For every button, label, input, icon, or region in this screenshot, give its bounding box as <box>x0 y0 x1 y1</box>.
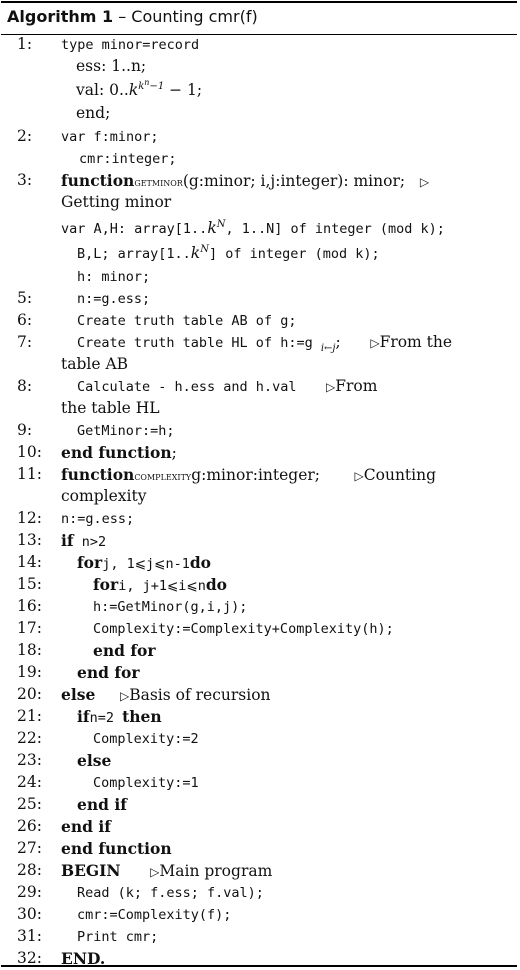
algorithm-line <box>1 465 517 485</box>
code-token: (g:minor; i,j:integer): minor; <box>182 172 406 190</box>
line-code <box>61 443 177 462</box>
code-token: GetMinor:=h; <box>77 423 175 439</box>
line-code <box>76 104 110 122</box>
algorithm-line <box>1 149 517 169</box>
code-token: − 1; <box>164 81 203 99</box>
algorithm-line <box>1 531 517 551</box>
keyword: then <box>122 707 162 726</box>
code-token: cmr:=Complexity(f); <box>77 907 232 923</box>
code-token: n>2 <box>73 534 107 550</box>
line-code <box>79 149 177 167</box>
keyword: do <box>189 553 212 572</box>
algorithm-line <box>1 127 517 147</box>
line-number: 11: <box>17 465 42 483</box>
code-token: Read (k; f.ess; f.val); <box>77 885 264 901</box>
keyword: end for <box>93 641 156 660</box>
line-code <box>61 531 106 550</box>
line-code <box>61 399 160 417</box>
line-number: 5: <box>17 289 33 307</box>
code-token: complexity <box>61 487 147 505</box>
algorithm-line <box>1 355 517 375</box>
code-token: B,L; array[1.. <box>77 246 191 262</box>
line-number: 31: <box>17 927 42 945</box>
algorithm-line <box>1 685 517 705</box>
algorithm-line <box>1 104 517 124</box>
line-number: 18: <box>17 641 42 659</box>
line-code <box>77 377 377 395</box>
code-token: Create truth table HL of h:=g <box>77 335 321 351</box>
algorithm-line <box>1 641 517 661</box>
algorithm-line <box>1 311 517 331</box>
keyword: function <box>61 171 135 190</box>
line-number: 13: <box>17 531 42 549</box>
algorithm-line <box>1 663 517 683</box>
algorithm-line <box>1 244 517 264</box>
keyword: end for <box>77 663 140 682</box>
line-number: 12: <box>17 509 42 527</box>
line-number: 27: <box>17 839 42 857</box>
line-number: 7: <box>17 333 33 351</box>
comment-marker: ▷ <box>150 865 160 879</box>
code-token: , 1..N] of integer (mod k); <box>225 221 445 237</box>
algorithm-line <box>1 377 517 397</box>
code-token: n <box>144 77 150 87</box>
line-number: 15: <box>17 575 42 593</box>
algorithm-line <box>1 949 517 969</box>
code-token <box>95 686 120 704</box>
line-code <box>93 641 156 660</box>
comment-marker: ▷ <box>370 336 380 350</box>
code-token: Counting <box>363 466 437 484</box>
code-token: ; <box>335 333 341 351</box>
line-number: 20: <box>17 685 42 703</box>
line-code <box>77 905 231 923</box>
line-code <box>61 465 436 484</box>
code-token <box>121 862 151 880</box>
algorithm-line <box>1 487 517 507</box>
line-code <box>61 355 128 373</box>
code-token: Complexity:=1 <box>93 775 199 791</box>
line-code <box>77 333 453 355</box>
comment-marker: ▷ <box>354 469 364 483</box>
code-token <box>405 172 420 190</box>
algorithm-line <box>1 861 517 881</box>
keyword: for <box>93 575 119 594</box>
line-code <box>77 927 158 945</box>
keyword: do <box>205 575 228 594</box>
code-token: complexity <box>134 469 192 483</box>
algorithm-line <box>1 219 517 239</box>
line-code <box>77 795 127 814</box>
line-code <box>77 751 111 770</box>
code-token: end; <box>76 104 111 122</box>
algorithm-line <box>1 575 517 595</box>
code-token: the table HL <box>61 399 160 417</box>
line-code <box>61 861 272 880</box>
line-number: 10: <box>17 443 42 461</box>
code-token: type minor=record <box>61 37 200 53</box>
keyword: else <box>77 751 112 770</box>
algorithm-line <box>1 597 517 617</box>
code-token: N <box>200 243 209 255</box>
code-token <box>341 333 371 351</box>
line-number: 25: <box>17 795 42 813</box>
line-number: 1: <box>17 35 33 53</box>
line-code <box>77 244 380 262</box>
keyword: function <box>61 465 135 484</box>
algorithm-line <box>1 905 517 925</box>
algorithm-line <box>1 751 517 771</box>
code-token: From <box>335 377 378 395</box>
line-code <box>61 685 271 704</box>
line-code <box>61 487 146 505</box>
algorithm-line <box>1 509 517 529</box>
line-number: 2: <box>17 127 33 145</box>
code-token: k <box>128 81 139 99</box>
code-token <box>320 466 355 484</box>
line-code <box>61 817 111 836</box>
keyword: if <box>77 707 90 726</box>
code-token: i, j+1⩽i⩽n <box>118 578 206 594</box>
keyword: if <box>61 531 74 550</box>
code-token: k <box>138 80 145 92</box>
code-token: Complexity:=Complexity+Complexity(h); <box>93 621 394 637</box>
algorithm-title: Counting cmr(f) <box>131 7 258 26</box>
code-token: k <box>190 244 201 262</box>
code-token: −1 <box>149 80 165 92</box>
line-code <box>61 35 199 53</box>
code-token: val: 0.. <box>76 81 129 99</box>
code-token: table AB <box>61 355 129 373</box>
algorithm-line <box>1 57 517 77</box>
algorithm-line <box>1 795 517 815</box>
line-number: 8: <box>17 377 33 395</box>
keyword: end if <box>77 795 127 814</box>
code-token: Create truth table AB of g; <box>77 313 297 329</box>
code-token: var f:minor; <box>61 129 159 145</box>
line-code <box>77 707 162 726</box>
keyword: BEGIN <box>61 861 121 880</box>
algorithm-line <box>1 171 517 191</box>
line-number: 29: <box>17 883 42 901</box>
caption-separator: – <box>113 7 132 26</box>
line-code <box>76 57 146 75</box>
line-number: 28: <box>17 861 42 879</box>
algorithm-box <box>1 1 517 967</box>
code-token: cmr:integer; <box>79 151 177 167</box>
keyword: else <box>61 685 96 704</box>
keyword: end function <box>61 443 172 462</box>
line-code <box>77 883 264 901</box>
code-token: n:=g.ess; <box>77 291 151 307</box>
algorithm-line <box>1 289 517 309</box>
code-token: var A,H: array[1.. <box>61 221 208 237</box>
comment-marker: ▷ <box>419 175 430 189</box>
code-token: From the <box>379 333 453 351</box>
line-code <box>61 509 134 527</box>
line-number: 16: <box>17 597 42 615</box>
algorithm-line <box>1 35 517 55</box>
code-token: Calculate - h.ess and h.val <box>77 379 297 395</box>
algorithm-line <box>1 707 517 727</box>
code-token <box>296 377 326 395</box>
algorithm-line <box>1 619 517 639</box>
line-number: 30: <box>17 905 42 923</box>
line-code <box>77 663 140 682</box>
line-number: 14: <box>17 553 42 571</box>
code-token: h: minor; <box>77 269 151 285</box>
algorithm-line <box>1 927 517 947</box>
line-code <box>61 171 429 190</box>
line-code <box>93 575 227 594</box>
code-token: Complexity:=2 <box>93 731 199 747</box>
algorithm-line <box>1 443 517 463</box>
line-code <box>77 421 175 439</box>
algorithm-line <box>1 333 517 353</box>
line-code <box>77 553 211 572</box>
code-token: ess: 1..n; <box>76 57 147 75</box>
comment-marker: ▷ <box>119 689 130 703</box>
comment-marker: ▷ <box>326 380 336 394</box>
line-number: 21: <box>17 707 42 725</box>
keyword: end function <box>61 839 172 858</box>
algorithm-line <box>1 553 517 573</box>
algorithm-line <box>1 817 517 837</box>
line-code <box>61 127 159 145</box>
code-token: h:=GetMinor(g,i,j); <box>93 599 248 615</box>
code-token: Print cmr; <box>77 929 159 945</box>
keyword: end if <box>61 817 111 836</box>
code-token: N <box>216 218 226 230</box>
algorithm-line <box>1 267 517 287</box>
algorithm-line <box>1 77 517 101</box>
code-token: ] of integer (mod k); <box>208 246 380 262</box>
line-code <box>76 77 203 99</box>
keyword: for <box>77 553 103 572</box>
line-number: 9: <box>17 421 33 439</box>
code-token: i←j <box>320 343 336 355</box>
line-number: 22: <box>17 729 42 747</box>
code-token: Getting minor <box>61 193 172 211</box>
line-code <box>61 219 445 237</box>
line-code <box>93 773 199 791</box>
code-token: k <box>207 219 217 237</box>
algorithm-line <box>1 399 517 419</box>
keyword: END. <box>61 949 106 968</box>
line-code <box>93 619 394 637</box>
code-token: getminor <box>134 175 183 189</box>
algorithm-caption <box>7 7 258 26</box>
code-token: Basis of recursion <box>129 686 271 704</box>
algorithm-line <box>1 883 517 903</box>
line-number: 26: <box>17 817 42 835</box>
line-number: 17: <box>17 619 42 637</box>
line-code <box>61 949 105 968</box>
line-code <box>61 193 171 211</box>
line-code <box>77 267 150 285</box>
algorithm-line <box>1 421 517 441</box>
line-code <box>61 839 172 858</box>
line-code <box>77 311 296 329</box>
line-number: 32: <box>17 949 42 967</box>
code-token: ; <box>171 444 177 462</box>
code-token: Main program <box>159 862 273 880</box>
algorithm-label: Algorithm 1 <box>7 7 114 26</box>
line-number: 19: <box>17 663 42 681</box>
line-number: 6: <box>17 311 33 329</box>
code-token: g:minor:integer; <box>191 466 321 484</box>
algorithm-line <box>1 839 517 859</box>
code-token: n:=g.ess; <box>61 511 135 527</box>
algorithm-line <box>1 729 517 749</box>
algorithm-line <box>1 773 517 793</box>
line-code <box>77 289 150 307</box>
line-number: 3: <box>17 171 33 189</box>
code-token: n=2 <box>89 710 123 726</box>
line-number: 23: <box>17 751 42 769</box>
code-token: j, 1⩽j⩽n-1 <box>102 556 190 572</box>
line-code <box>93 597 247 615</box>
line-code <box>93 729 199 747</box>
line-number: 24: <box>17 773 42 791</box>
algorithm-line <box>1 193 517 213</box>
